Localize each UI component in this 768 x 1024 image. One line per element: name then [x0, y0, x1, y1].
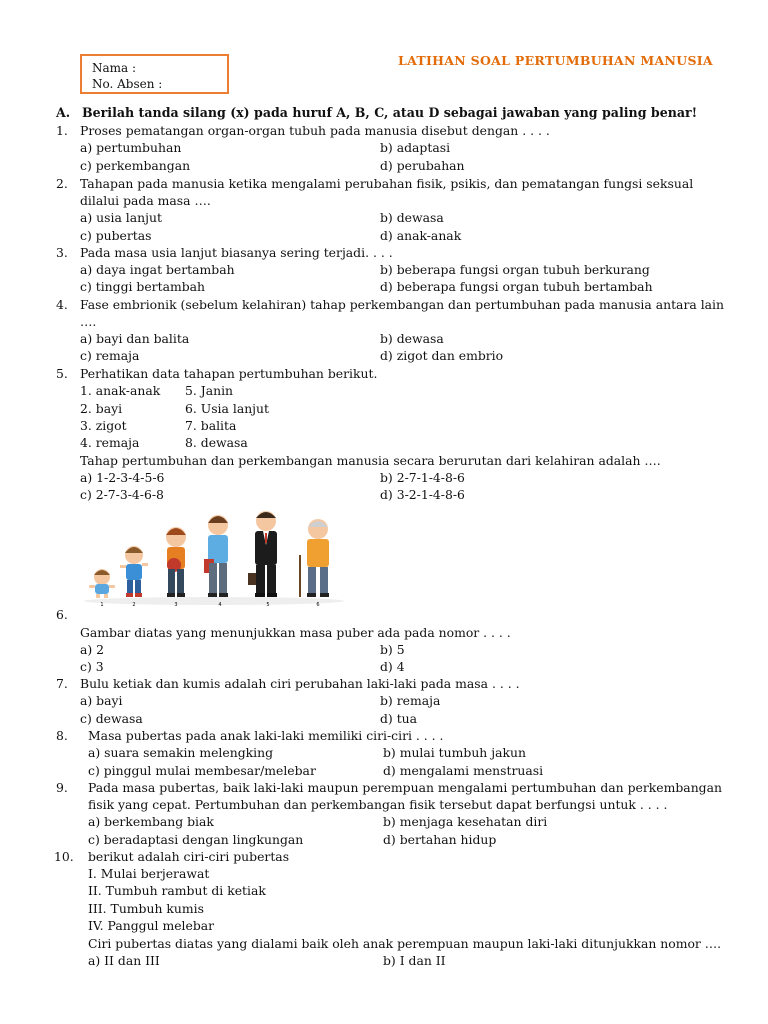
teen-figure — [204, 515, 228, 597]
question-number: 7. — [56, 676, 68, 691]
option-c[interactable]: c) tinggi bertambah — [80, 279, 206, 294]
option-b[interactable]: b) beberapa fungsi organ tubuh berkurang — [380, 262, 650, 277]
toddler-figure — [120, 546, 148, 597]
list-item: 5. Janin — [185, 383, 234, 398]
option-c[interactable]: c) remaja — [80, 348, 140, 363]
option-a[interactable]: a) bayi dan balita — [80, 331, 190, 346]
absen-label: No. Absen : — [92, 77, 163, 91]
list-item: III. Tumbuh kumis — [88, 901, 204, 916]
question-number: 2. — [56, 176, 68, 191]
list-item: 2. bayi — [80, 401, 123, 416]
option-d[interactable]: d) mengalami menstruasi — [383, 763, 544, 778]
option-d[interactable]: d) perubahan — [380, 158, 465, 173]
name-absen-box — [80, 54, 229, 94]
figure-number: 5 — [266, 602, 270, 608]
question-text: Proses pematangan organ-organ tubuh pada manusia disebut dengan . . . . — [80, 123, 550, 138]
question-text: Pada masa pubertas, baik laki-laki maupun perempuan mengalami pertumbuhan dan perkembangan — [88, 780, 722, 795]
question-text: Gambar diatas yang menunjukkan masa puber ada pada nomor . . . . — [80, 625, 511, 640]
option-b[interactable]: b) adaptasi — [380, 140, 451, 155]
question-text-cont: Ciri pubertas diatas yang dialami baik oleh anak perempuan maupun laki-laki ditunjukkan nomor …. — [88, 936, 722, 951]
list-item: I. Mulai berjerawat — [88, 866, 210, 881]
figure-number: 4 — [218, 602, 222, 608]
question-number: 8. — [56, 728, 68, 743]
question-number: 3. — [56, 245, 68, 260]
name-label: Nama : — [92, 61, 137, 75]
question-text-cont: dilalui pada masa …. — [80, 193, 211, 208]
question-text: Pada masa usia lanjut biasanya sering terjadi. . . . — [80, 245, 393, 260]
question-number: 10. — [54, 849, 74, 864]
question-number: 1. — [56, 123, 68, 138]
question-text: Bulu ketiak dan kumis adalah ciri perubahan laki-laki pada masa . . . . — [80, 676, 520, 691]
option-a[interactable]: a) bayi — [80, 693, 123, 708]
growth-stages-illustration — [80, 505, 348, 610]
option-d[interactable]: d) 4 — [380, 659, 405, 674]
figure-number: 2 — [132, 602, 136, 608]
option-d[interactable]: d) zigot dan embrio — [380, 348, 504, 363]
question-text: Tahapan pada manusia ketika mengalami perubahan fisik, psikis, dan pematangan fungsi seksual — [80, 176, 694, 191]
option-b[interactable]: b) I dan II — [383, 953, 446, 968]
option-a[interactable]: a) pertumbuhan — [80, 140, 182, 155]
list-item: IV. Panggul melebar — [88, 918, 215, 933]
child-figure — [166, 527, 186, 597]
figure-number: 6 — [316, 602, 320, 608]
option-b[interactable]: b) 2-7-1-4-8-6 — [380, 470, 465, 485]
list-item: 8. dewasa — [185, 435, 248, 450]
section-marker: A. — [56, 105, 71, 120]
option-d[interactable]: d) beberapa fungsi organ tubuh bertambah — [380, 279, 653, 294]
option-c[interactable]: c) perkembangan — [80, 158, 191, 173]
elderly-figure — [299, 519, 329, 597]
list-item: 6. Usia lanjut — [185, 401, 269, 416]
list-item: 1. anak-anak — [80, 383, 161, 398]
question-text: Masa pubertas pada anak laki-laki memiliki ciri-ciri . . . . — [88, 728, 444, 743]
figure-number: 1 — [100, 602, 104, 608]
adult-figure — [248, 511, 277, 597]
document-title: LATIHAN SOAL PERTUMBUHAN MANUSIA — [398, 53, 713, 68]
option-b[interactable]: b) mulai tumbuh jakun — [383, 745, 526, 760]
option-c[interactable]: c) beradaptasi dengan lingkungan — [88, 832, 304, 847]
option-a[interactable]: a) II dan III — [88, 953, 160, 968]
option-c[interactable]: c) pinggul mulai membesar/melebar — [88, 763, 316, 778]
question-text: berikut adalah ciri-ciri pubertas — [88, 849, 290, 864]
option-b[interactable]: b) dewasa — [380, 331, 444, 346]
question-number: 5. — [56, 366, 68, 381]
option-b[interactable]: b) dewasa — [380, 210, 444, 225]
list-item: 4. remaja — [80, 435, 140, 450]
option-b[interactable]: b) 5 — [380, 642, 405, 657]
figure-number: 3 — [174, 602, 178, 608]
option-a[interactable]: a) 1-2-3-4-5-6 — [80, 470, 165, 485]
list-item: 3. zigot — [80, 418, 127, 433]
option-a[interactable]: a) suara semakin melengking — [88, 745, 274, 760]
question-text-cont: Tahap pertumbuhan dan perkembangan manusia secara berurutan dari kelahiran adalah …. — [80, 453, 661, 468]
option-c[interactable]: c) pubertas — [80, 228, 152, 243]
option-a[interactable]: a) usia lanjut — [80, 210, 162, 225]
question-text: Fase embrionik (sebelum kelahiran) tahap perkembangan dan pertumbuhan pada manusia antara lain — [80, 297, 724, 312]
section-instruction: Berilah tanda silang (x) pada huruf A, B, C, atau D sebagai jawaban yang paling benar! — [82, 105, 698, 120]
question-number: 4. — [56, 297, 68, 312]
list-item: II. Tumbuh rambut di ketiak — [88, 883, 266, 898]
option-a[interactable]: a) berkembang biak — [88, 814, 214, 829]
list-item: 7. balita — [185, 418, 237, 433]
question-number: 6. — [56, 607, 68, 622]
question-text-cont: fisik yang cepat. Pertumbuhan dan perkembangan fisik tersebut dapat berfungsi untuk . . . . — [88, 797, 668, 812]
question-text-cont: …. — [80, 314, 97, 329]
question-number: 9. — [56, 780, 68, 795]
question-text: Perhatikan data tahapan pertumbuhan berikut. — [80, 366, 378, 381]
option-c[interactable]: c) dewasa — [80, 711, 143, 726]
baby-figure — [89, 569, 115, 598]
option-d[interactable]: d) 3-2-1-4-8-6 — [380, 487, 465, 502]
option-b[interactable]: b) menjaga kesehatan diri — [383, 814, 548, 829]
option-b[interactable]: b) remaja — [380, 693, 441, 708]
option-c[interactable]: c) 2-7-3-4-6-8 — [80, 487, 164, 502]
option-d[interactable]: d) tua — [380, 711, 418, 726]
option-d[interactable]: d) bertahan hidup — [383, 832, 497, 847]
option-a[interactable]: a) daya ingat bertambah — [80, 262, 235, 277]
option-a[interactable]: a) 2 — [80, 642, 105, 657]
option-d[interactable]: d) anak-anak — [380, 228, 462, 243]
option-c[interactable]: c) 3 — [80, 659, 104, 674]
